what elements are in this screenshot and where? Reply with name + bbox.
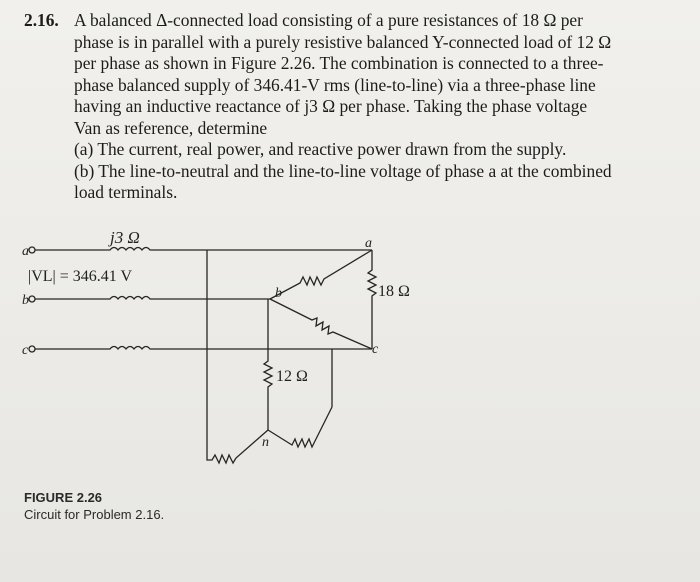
line-reactance-label: j3 Ω bbox=[110, 228, 140, 247]
problem-body bbox=[74, 10, 664, 204]
node-n-label: n bbox=[262, 435, 269, 450]
wye-resistor-a bbox=[207, 407, 268, 463]
node-b-label: b bbox=[275, 286, 282, 301]
problem-statement bbox=[24, 10, 664, 204]
problem-line: phase is in parallel with a purely resistive balanced Y-connected load of 12 Ω bbox=[74, 31, 612, 52]
problem-line: having an inductive reactance of j3 Ω per phase. Taking the phase voltage bbox=[74, 96, 588, 116]
wye-resistance-label: 12 Ω bbox=[276, 368, 308, 385]
delta-resistor-ac bbox=[368, 250, 376, 349]
terminal-c-label: c bbox=[22, 343, 29, 358]
wye-resistor-c bbox=[268, 407, 332, 447]
figure-caption bbox=[24, 489, 164, 523]
line-c-wire bbox=[35, 347, 372, 350]
terminal-b-label: b bbox=[22, 293, 29, 308]
problem-line: A balanced Δ-connected load consisting of a pure resistances of 18 Ω per bbox=[74, 10, 583, 30]
problem-line: Van as reference, determine bbox=[74, 117, 268, 138]
node-a-label: a bbox=[365, 236, 372, 251]
terminal-c-dot bbox=[29, 346, 35, 352]
part-b-line: load terminals. bbox=[74, 182, 178, 202]
delta-resistor-bc bbox=[270, 299, 372, 349]
delta-resistor-ba bbox=[270, 250, 372, 299]
problem-number: 2.16. bbox=[24, 10, 59, 30]
terminal-b-dot bbox=[29, 296, 35, 302]
part-a: (a) The current, real power, and reactive power drawn from the supply. bbox=[74, 139, 567, 159]
line-a-wire bbox=[35, 248, 372, 251]
delta-resistance-label: 18 Ω bbox=[378, 283, 410, 300]
node-c-label: c bbox=[372, 342, 379, 357]
voltage-label: |VL| = 346.41 V bbox=[28, 268, 133, 285]
figure-description: Circuit for Problem 2.16. bbox=[24, 507, 165, 522]
terminal-a-label: a bbox=[22, 244, 29, 259]
circuit-diagram bbox=[0, 215, 700, 495]
figure-number: FIGURE 2.26 bbox=[24, 490, 103, 505]
part-b-line: (b) The line-to-neutral and the line-to-line voltage of phase a at the combined bbox=[74, 160, 612, 181]
problem-line: per phase as shown in Figure 2.26. The combination is connected to a three- bbox=[74, 53, 604, 73]
problem-line: phase balanced supply of 346.41-V rms (line-to-line) via a three-phase line bbox=[74, 74, 596, 95]
terminal-a-dot bbox=[29, 247, 35, 253]
line-b-wire bbox=[35, 297, 270, 300]
wye-resistor-b bbox=[264, 299, 272, 430]
